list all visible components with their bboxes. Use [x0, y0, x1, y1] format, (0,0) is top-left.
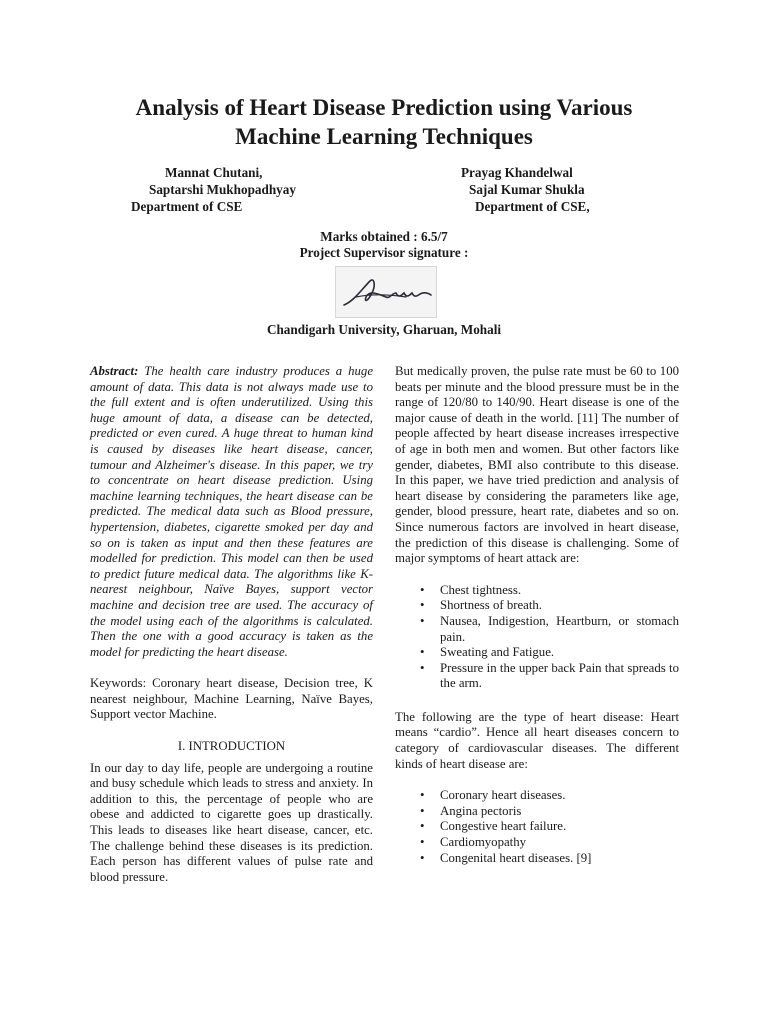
left-column	[90, 364, 373, 885]
author-right-dept: Department of CSE,	[475, 199, 590, 214]
supervisor-signature-image	[335, 266, 437, 318]
author-left-2: Saptarshi Mukhopadhyay	[149, 182, 296, 197]
list-item: • Chest tightness.	[420, 582, 522, 597]
list-item: • Coronary heart diseases.	[420, 788, 566, 803]
title-line-1: Analysis of Heart Disease Prediction using Various	[135, 95, 633, 120]
list-item: • Nausea, Indigestion, Heartburn, or stomach pain.	[420, 613, 679, 644]
title-line-2: Machine Learning Techniques	[235, 124, 533, 149]
introduction-heading: I. INTRODUCTION	[177, 739, 286, 754]
author-right-1: Prayag Khandelwal	[461, 165, 573, 180]
disease-types-paragraph: The following are the type of heart disease: Heart means “cardio”. Hence all heart diseases concern to category of cardiovascular diseases. The different kinds of heart disease are:	[395, 709, 679, 771]
bullet-icon: •	[420, 788, 425, 803]
bullet-icon: •	[420, 835, 425, 850]
abstract-text: The health care industry produces a huge amount of data. This data is not always made use to the full extent and is often underutilized. Using this huge amount of data, a disease can be detected, predicted or even cured. A huge threat to human kind is caused by diseases like heart disease, cancer, tumour and Alzheimer's disease. In this paper, we try to concentrate on heart disease prediction. Using machine learning techniques, the heart disease can be predicted. The medical data such as Blood pressure, hypertension, diabetes, cigarette smoked per day and so on is taken as input and then these features are modelled for prediction. This model can then be used to predict future medical data. The algorithms like K- nearest neighbour, Naïve Bayes, support vector machine and decision tree are used. The accuracy of the model using each of the algorithms is calculated. Then the one with a good accuracy is taken as the model for predicting the heart disease.	[90, 364, 373, 659]
bullet-icon: •	[420, 613, 425, 628]
marks-obtained: Marks obtained : 6.5/7	[320, 229, 448, 244]
bullet-icon: •	[420, 645, 425, 660]
list-item: • Cardiomyopathy	[420, 835, 527, 850]
list-item: • Sweating and Fatigue.	[420, 645, 555, 660]
pulse-paragraph: But medically proven, the pulse rate must be 60 to 100 beats per minute and the blood pressure must be in the range of 120/80 to 140/90. Heart disease is one of the major cause of death in the world. [11] The number of people affected by heart disease increases irrespective of age in both men and women. But other factors like gender, diabetes, BMI also contribute to this disease. In this paper, we have tried prediction and analysis of heart disease by considering the parameters like age, gender, blood pressure, heart rate, diabetes and so on. Since numerous factors are involved in heart disease, the prediction of this disease is challenging. Some of major symptoms of heart attack are:	[395, 364, 679, 566]
right-column	[395, 364, 679, 866]
list-item: • Pressure in the upper back Pain that spreads to the arm.	[420, 660, 679, 691]
bullet-icon: •	[420, 598, 425, 613]
list-item: • Congestive heart failure.	[420, 819, 567, 834]
bullet-icon: •	[420, 819, 425, 834]
author-left-dept: Department of CSE	[131, 199, 243, 214]
bullet-icon: •	[420, 582, 425, 597]
signature-icon	[336, 267, 436, 317]
affiliation: Chandigarh University, Gharuan, Mohali	[266, 322, 502, 337]
abstract-label: Abstract:	[90, 364, 139, 378]
supervisor-signature-label: Project Supervisor signature :	[299, 245, 469, 260]
author-left-1: Mannat Chutani,	[165, 165, 263, 180]
bullet-icon: •	[420, 803, 425, 818]
abstract	[90, 364, 373, 660]
introduction-text: In our day to day life, people are undergoing a routine and busy schedule which leads to stress and anxiety. In addition to this, the percentage of people who are obese and addicted to cigarette goes up drastically. This leads to diseases like heart disease, cancer, etc. The challenge behind these diseases is its prediction. Each person has different values of pulse rate and blood pressure.	[90, 760, 373, 884]
bullet-icon: •	[420, 850, 425, 865]
paper-title	[60, 93, 708, 151]
bullet-icon: •	[420, 660, 425, 675]
keywords: Keywords: Coronary heart disease, Decision tree, K nearest neighbour, Machine Learning, Naïve Bayes, Support vector Machine.	[90, 676, 373, 722]
disease-types-list	[395, 788, 679, 866]
list-item: • Shortness of breath.	[420, 598, 543, 613]
author-right-2: Sajal Kumar Shukla	[469, 182, 585, 197]
symptoms-list	[395, 583, 679, 692]
list-item: • Angina pectoris	[420, 803, 522, 818]
list-item: • Congenital heart diseases. [9]	[420, 850, 592, 865]
